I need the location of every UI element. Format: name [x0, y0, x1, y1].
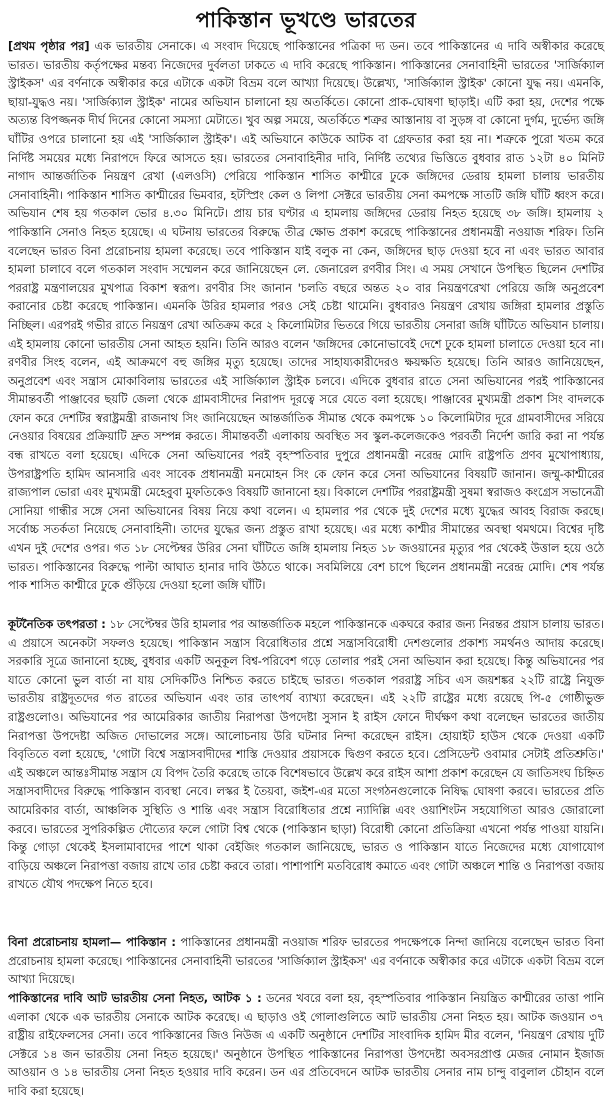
paragraph-text: ১৮ সেপ্টেম্বর উরি হামলার পর আন্তর্জাতিক মহলে পাকিস্তানকে একঘরে করার জন্য নিরন্তর প্রয়াস চালায় ভারত। এ প্রয়াসে অনেকটা সফলও হয়েছে। পাকিস্তান সন্ত্রাস বিরোধিতার প্রশ্নে সন্ত্রাসবিরোধী দেশগুলোর প্রকাশ্য সমর্থনও আদায় করেছে। সরকারি সূত্রে জানানো হচ্ছে, বুধবার একটি অনুকূল বিশ্ব-পরিবেশ গড়ে তোলার পরই সেনা অভিযান করা হয়েছে। কিন্তু অভিযানের পর যাতে কোনো ভুল বার্তা না যায় সেদিকটিও নিশ্চিত করতে চাইছে ভারত। গতকাল পররাষ্ট্র সচিব এস জয়শঙ্কর ২২টি রাষ্ট্রে নিযুক্ত ভারতীয় রাষ্ট্রদূতদের গত রাতের অভিযান এবং তার তাৎপর্য ব্যাখ্যা করেছেন। এই ২২টি রাষ্ট্রের মধ্যে রয়েছে পি-৫ গোষ্ঠীভুক্ত রাষ্ট্রগুলোও। অভিযানের পর আমেরিকার জাতীয় নিরাপত্তা উপদেষ্টা সুসান ই রাইস ফোনে দীর্ঘক্ষণ কথা বলেছেন ভারতের জাতীয় নিরাপত্তা উপদেষ্টা অজিত দোভালের সঙ্গে। আলোচনায় উরি ঘটনার নিন্দা করেছেন রাইস। হোয়াইট হাউস থেকে দেওয়া একটি বিবৃতিতে বলা হয়েছে, 'গোটা বিশ্বে সন্ত্রাসবাদীদের শাস্তি দেওয়ার প্রয়াসকে দ্বিগুণ করতে হবে। প্রেসিডেন্ট ওবামার সেটাই প্রতিশ্রুতি।' এই অঞ্চলে আন্তঃসীমান্ত সন্ত্রাস যে বিপদ তৈরি করেছে তাকে বিশেষভাবে উল্লেখ করে রাইস আশা প্রকাশ করেছেন যে জাতিসংঘ চিহ্নিত সন্ত্রাসবাদীদের বিরুদ্ধে পাকিস্তান ব্যবস্থা নেবে। লস্কর ই তৈয়বা, জইশ-এর মতো সংগঠনগুলোকে নিষিদ্ধ ঘোষণা করবে। ভারতের প্রতি আমেরিকার বার্তা, আঞ্চলিক সুস্থিতি ও শান্তি এবং সন্ত্রাস বিরোধিতার প্রশ্নে ন্যাদিল্লি এবং ওয়াশিংটন সহযোগিতা আরও জোরালো করবে। ভারতের সুপরিকল্পিত দৌত্যের ফলে গোটা বিশ্ব থেকে (পাকিস্তান ছাড়া) বিরোধী কোনো প্রতিক্রিয়া এখনো পর্যন্ত পাওয়া যায়নি। কিন্তু গোড়া থেকেই ইসলামাবাদের পাশে থাকা বেইজিং গতকাল জানিয়েছে, ভারত ও পাকিস্তান যাতে নিজেদের মধ্যে যোগাযোগ বাড়িয়ে অঞ্চলে নিরাপত্তা বজায় রাখে তার চেষ্টা করবে তারা। পাশাপাশি মতবিরোধ কমাতে এবং গোটা অঞ্চলে শান্তি ও নিরাপত্তা বজায় রাখতে যৌথ পদক্ষেপ নিতে হবে।	[8, 618, 604, 892]
paragraph-pakistan-reaction	[8, 934, 604, 990]
paragraph-label: বিনা প্ররোচনায় হামলা— পাকিস্তান :	[8, 936, 176, 949]
paragraph-text: এক ভারতীয় সেনাকে। এ সংবাদ দিয়েছে পাকিস্তানের পত্রিকা দ্য ডন। তবে পাকিস্তানের এ দাবি অস্বীকার করেছে ভারত। ভারতীয় কর্তৃপক্ষের মন্তব্য নিজেদের দুর্বলতা ঢাকতে এ দাবি করেছে পাকিস্তান। পাকিস্তানের সেনাবাহিনী ভারতের 'সার্জিক্যাল স্ট্রাইকস' এর বর্ণনাকে অস্বীকার করে এটাকে একটা বিভ্রম বলে আখ্যা দিয়েছে। উল্লেখ্য, 'সার্জিক্যাল স্ট্রাইক' কোনো যুদ্ধ নয়। এমনকি, ছায়া-যুদ্ধও নয়। 'সার্জিক্যাল স্ট্রাইক' নামের অভিযান চালানো হয় অতর্কিতে। কোনো প্রাক-ঘোষণা ছাড়াই। এটি করা হয়, দেশের পক্ষে অত্যন্ত বিপজ্জনক দীর্ঘ দিনের কোনো সমস্যা মেটাতে। খুব অল্প সময়ে, অতর্কিতে শত্রুর আস্তানায় বা সুড়ঙ্গ বা কোনো দুর্গম, দুর্ভেদ্য জঙ্গি ঘাঁটির ওপরে চালানো হয় এই 'সার্জিক্যাল স্ট্রাইক'। এই অভিযানে কাউকে আটক বা গ্রেফতার করা হয় না। শত্রুকে পুরো খতম করে নির্দিষ্ট সময়ের মধ্যে নিরাপদে ফিরে আসতে হয়। ভারতের সেনাবাহিনীর দাবি, নির্দিষ্ট তথ্যের ভিত্তিতে বুধবার রাত ১২টা ৪০ মিনিট নাগাদ আন্তর্জাতিক নিয়ন্ত্রণ রেখা (এলওসি) পেরিয়ে পাকিস্তান শাসিত কাশ্মীরে ঢুকে জঙ্গিদের ডেরায় হামলা চালায় ভারতীয় সেনাবাহিনী। পাকিস্তান শাসিত কাশ্মীরের ভিমবার, হটস্প্রিং কেল ও লিপা সেক্টরে ভারতীয় সেনা কমপক্ষে সাতটি জঙ্গি ঘাঁটি ধ্বংস করে। অভিযান শেষ হয় গতকাল ভোর ৪.৩০ মিনিটে। প্রায় চার ঘণ্টার এ হামলায় জঙ্গিদের ডেরায় নিহত হয়েছে ৩৮ জঙ্গি। হামলায় ২ পাকিস্তানি সেনাও নিহত হয়েছে। এ ঘটনায় ভারতের বিরুদ্ধে তীব্র ক্ষোভ প্রকাশ করেছে পাকিস্তানের প্রধানমন্ত্রী নওয়াজ শরিফ। তিনি বলেছেন ভারত বিনা প্ররোচনায় হামলা করেছে। তবে পাকিস্তান যাই বলুক না কেন, জঙ্গিদের ছাড় দেওয়া হবে না এবং ভারত আবার হামলা চালাবে বলে গতকাল সংবাদ সম্মেলন করে জানিয়েছেন লে. জেনারেল রণবীর সিং। এ সময় সেখানে উপস্থিত ছিলেন দেশটির পররাষ্ট্র মন্ত্রণালয়ের মুখপাত্র বিকাশ স্বরূপ। রণবীর সিং জানান 'চলতি বছরে অন্তত ২০ বার নিয়ন্ত্রণরেখা পেরিয়ে জঙ্গি অনুপ্রবেশ করানোর চেষ্টা করেছে পাকিস্তান। এমনকি উরির হামলার পরও সেই চেষ্টা থামেনি। বুধবারও নিয়ন্ত্রণ রেখায় জঙ্গিরা হামলার প্রস্তুতি নিচ্ছিল। এরপরই গভীর রাতে নিয়ন্ত্রণ রেখা অতিক্রম করে ২ কিলোমিটার ভিতরে গিয়ে ভারতীয় সেনারা জঙ্গি ঘাঁটিতে অভিযান চালায়। এই হামলায় কোনো ভারতীয় সেনা আহত হয়নি। তিনি আরও বলেন 'জঙ্গিদের কোনোভাবেই দেশে ঢুকে হামলা চালাতে দেওয়া হবে না। রণবীর সিংহ বলেন, এই আক্রমণে বহু জঙ্গির মৃত্যু হয়েছে। তাদের সাহায্যকারীদেরও ক্ষয়ক্ষতি হয়েছে। তিনি আরও জানিয়েছেন, অনুপ্রবেশ এবং সন্ত্রাস মোকাবিলায় ভারতের এই সার্জিক্যাল স্ট্রাইক চলবে। এদিকে বুধবার রাতে সেনা অভিযানের পরই পাকিস্তানের সীমান্তবর্তী পাঞ্জাবের ছয়টি জেলা থেকে গ্রামবাসীদের নিরাপদ দূরত্বে সরে যেতে বলা হয়েছে। পাঞ্জাবের মুখ্যমন্ত্রী প্রকাশ সিং বাদলকে ফোন করে দেশটির স্বরাষ্ট্রমন্ত্রী রাজনাথ সিং জানিয়েছেন আন্তর্জাতিক সীমান্ত থেকে কমপক্ষে ১০ কিলোমিটার দূরে গ্রামবাসীদের সরিয়ে নেওয়ার বিষয়ের প্রক্রিয়াটি দ্রুত সম্পন্ন করতে। সীমান্তবর্তী এলাকায় অবস্থিত সব স্কুল-কলেজকেও পরবর্তী নির্দেশ জারি করা না পর্যন্ত বন্ধ রাখতে বলা হয়েছে। এদিকে সেনা অভিযানের পরই বৃহস্পতিবার দুপুরে প্রধানমন্ত্রী নরেন্দ্র মোদি রাষ্ট্রপতি প্রণব মুখোপাধ্যায়, উপরাষ্ট্রপতি হামিদ আনসারি এবং সাবেক প্রধানমন্ত্রী মনমোহন সিং কে ফোন করে সেনা অভিযানের বিষয়টি জানান। জম্মু-কাশ্মীরের রাজ্যপাল ভোরা এবং মুখ্যমন্ত্রী মেহেবুবা মুফতিকেও বিষয়টি জানানো হয়। বিকালে দেশটির পররাষ্ট্রমন্ত্রী সুষমা স্বরাজও কংগ্রেস সভানেত্রী সোনিয়া গান্ধীর সঙ্গে সেনা অভিযানের বিষয় নিয়ে কথা বলেন। এ হামলার পর থেকে দুই দেশের মধ্যে যুদ্ধের আবহ বিরাজ করছে। সর্বোচ্চ সতর্কতা নিয়েছে সেনাবাহিনী। তাদের যুদ্ধের জন্য প্রস্তুত রাখা হয়েছে। এর মধ্যে কাশ্মীর সীমান্তের অবস্থা থমথমে। বিশ্বের দৃষ্টি এখন দুই দেশের ওপর। গত ১৮ সেপ্টেম্বর উরির সেনা ঘাঁটিতে জঙ্গি হামলায় নিহত ১৮ জওয়ানের মৃত্যুর পর থেকেই উত্তাল হয়ে ওঠে ভারত। পাকিস্তানের বিরুদ্ধে পাল্টা আঘাত হানার দাবি উঠতে থাকে। সবমিলিয়ে বেশ চাপে ছিলেন প্রধানমন্ত্রী নরেন্দ্র মোদি। শেষ পর্যন্ত পাক শাসিত কাশ্মীরে ঢুকে গুঁড়িয়ে দেওয়া হলো জঙ্গি ঘাঁটি।	[8, 40, 604, 593]
paragraph-label: পাকিস্তানের দাবি আট ভারতীয় সেনা নিহত, আটক ১ :	[8, 992, 262, 1005]
paragraph-continued	[8, 38, 604, 616]
paragraph-label: [প্রথম পৃষ্ঠার পর]	[8, 40, 90, 53]
headline: পাকিস্তান ভূখণ্ডে ভারতের	[195, 8, 417, 32]
paragraph-label: কূটনৈতিক তৎপরতা :	[8, 618, 106, 631]
paragraph-text: পাকিস্তানের প্রধানমন্ত্রী নওয়াজ শরিফ ভারতের পদক্ষেপকে নিন্দা জানিয়ে বলেছেন ভারত বিনা প্ররোচনায় হামলা করেছে। পাকিস্তানের সেনাবাহিনী ভারতের 'সার্জিক্যাল স্ট্রাইকস' এর বর্ণনাকে অস্বীকার করে এটাকে একটা বিভ্রম বলে আখ্যা দিয়েছে।	[8, 936, 605, 987]
article-body	[8, 38, 605, 1098]
paragraph-pakistan-claim	[8, 990, 604, 1098]
paragraph-diplomacy	[8, 616, 604, 934]
paragraph-text: ডনের খবরে বলা হয়, বৃহস্পতিবার পাকিস্তান নিয়ন্ত্রিত কাশ্মীরের তাত্তা পানি এলাকা থেকে এক ভারতীয় সেনাকে আটক করেছে। এ ছাড়াও ওই গোলাগুলিতে আট ভারতীয় সেনা নিহত হয়। আটক জওয়ান ৩৭ রাষ্ট্রীয় রাইফেলসের সেনা। তবে পাকিস্তানের জিও নিউজ এ একটি অনুষ্ঠানে দেশটির সাংবাদিক হামিদ মীর বলেন, 'নিয়ন্ত্রণ রেখায় দুটি সেক্টরে ১৪ জন ভারতীয় সেনা নিহত হয়েছে।' অনুষ্ঠানে উপস্থিত পাকিস্তানের নিরাপত্তা উপদেষ্টা অবসরপ্রাপ্ত মেজর নোমান ইজাজ আওয়ান ও ১৪ ভারতীয় সেনা নিহত হওয়ার দাবি করেন। ডন এর প্রতিবেদনে আটক ভারতীয় সেনার নাম চান্দু বাবুলাল চৌহান বলে দাবি করা হয়েছে।	[8, 992, 604, 1098]
